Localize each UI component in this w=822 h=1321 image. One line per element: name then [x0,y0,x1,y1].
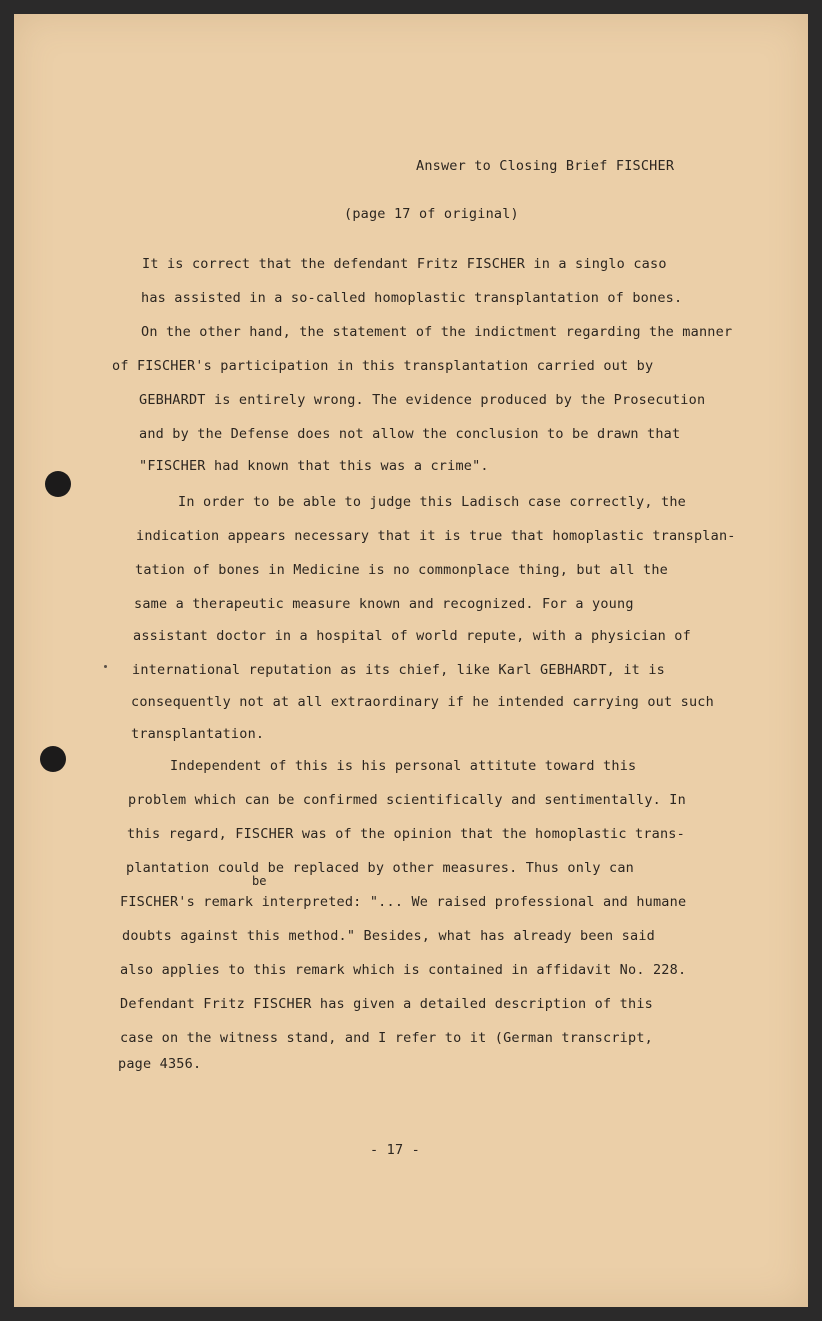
body-line-22: also applies to this remark which is contained in affidavit No. 228. [120,962,687,978]
body-line-12: assistant doctor in a hospital of world repute, with a physician of [133,628,691,644]
ink-speck [104,665,107,668]
body-line-9: indication appears necessary that it is true that homoplastic transplan- [136,528,736,544]
body-line-5: GEBHARDT is entirely wrong. The evidence produced by the Prosecution [139,392,706,408]
body-line-21: doubts against this method." Besides, what has already been said [122,928,655,944]
body-line-8: In order to be able to judge this Ladisch case correctly, the [178,494,686,510]
body-line-10: tation of bones in Medicine is no commonplace thing, but all the [135,562,668,578]
body-line-19: plantation could be replaced by other measures. Thus only can [126,860,634,876]
body-line-18: this regard, FISCHER was of the opinion that the homoplastic trans- [127,826,685,842]
body-line-16: Independent of this is his personal attitute toward this [170,758,637,774]
body-line-23: Defendant Fritz FISCHER has given a detailed description of this [120,996,653,1012]
body-line-20: FISCHER's remark interpreted: "... We raised professional and humane [120,894,687,910]
punch-hole-bottom [40,746,66,772]
page-reference: (page 17 of original) [344,206,519,222]
body-line-24: case on the witness stand, and I refer to it (German transcript, [120,1030,653,1046]
body-line-11: same a therapeutic measure known and recognized. For a young [134,596,634,612]
page-number: - 17 - [370,1142,420,1158]
body-line-14: consequently not at all extraordinary if he intended carrying out such [131,694,714,710]
document-page [14,14,808,1307]
document-title: Answer to Closing Brief FISCHER [416,158,675,174]
body-line-7: "FISCHER had known that this was a crime". [139,458,489,474]
punch-hole-top [45,471,71,497]
body-line-6: and by the Defense does not allow the conclusion to be drawn that [139,426,681,442]
body-line-1: It is correct that the defendant Fritz FISCHER in a singlo caso [142,256,667,272]
body-line-15: transplantation. [131,726,265,742]
body-line-3: On the other hand, the statement of the indictment regarding the manner [141,324,733,340]
interlinear-insertion: be [252,874,267,888]
body-line-4: of FISCHER's participation in this transplantation carried out by [112,358,654,374]
body-line-13: international reputation as its chief, like Karl GEBHARDT, it is [132,662,665,678]
body-line-2: has assisted in a so-called homoplastic transplantation of bones. [141,290,683,306]
body-line-17: problem which can be confirmed scientifically and sentimentally. In [128,792,686,808]
body-line-25: page 4356. [118,1056,202,1072]
